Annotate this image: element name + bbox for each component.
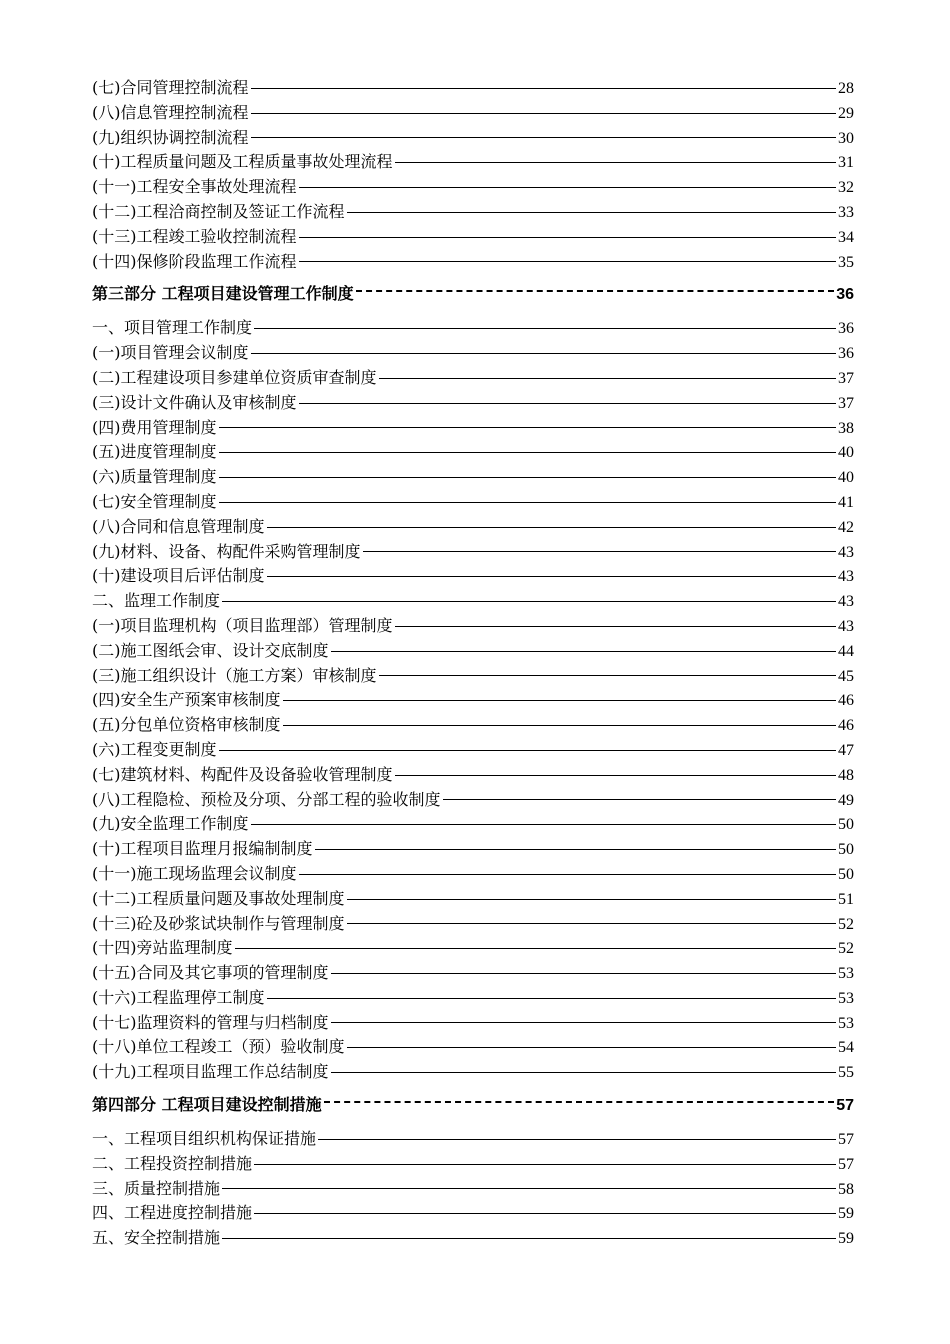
toc-page-number: 37 bbox=[838, 394, 854, 412]
toc-entry-title: (三)设计文件确认及审核制度 bbox=[92, 392, 297, 412]
toc-entry-title: (五)分包单位资格审核制度 bbox=[92, 715, 281, 735]
toc-page-number: 53 bbox=[838, 989, 854, 1007]
toc-entry-title: (九)安全监理工作制度 bbox=[92, 814, 249, 834]
toc-page-number: 47 bbox=[838, 741, 854, 759]
toc-page-number: 57 bbox=[838, 1131, 854, 1149]
toc-leader-line bbox=[267, 575, 837, 577]
toc-entry-title: (十二)工程质量问题及事故处理制度 bbox=[92, 888, 345, 908]
toc-leader-line bbox=[222, 1187, 836, 1189]
toc-entry[interactable] bbox=[92, 589, 854, 614]
toc-page-number: 29 bbox=[838, 104, 854, 122]
toc-entry-title: 三、质量控制措施 bbox=[92, 1178, 221, 1198]
toc-entry-title: (十四)旁站监理制度 bbox=[92, 938, 233, 958]
toc-entry-title: (十二)工程洽商控制及签证工作流程 bbox=[92, 201, 345, 221]
toc-entry[interactable] bbox=[92, 391, 854, 416]
toc-entry[interactable] bbox=[92, 200, 854, 225]
toc-entry-title: (八)工程隐检、预检及分项、分部工程的验收制度 bbox=[92, 789, 441, 809]
toc-page-number: 57 bbox=[836, 1097, 854, 1115]
toc-leader-line bbox=[363, 550, 837, 552]
toc-leader-line bbox=[347, 898, 837, 900]
toc-leader-line bbox=[347, 922, 837, 924]
toc-page-number: 58 bbox=[838, 1180, 854, 1198]
toc-entry-title: 第四部分 工程项目建设控制措施 bbox=[92, 1095, 322, 1115]
toc-page-number: 40 bbox=[838, 469, 854, 487]
toc-entry[interactable] bbox=[92, 1127, 854, 1152]
toc-page-number: 35 bbox=[838, 253, 854, 271]
toc-page-number: 50 bbox=[838, 841, 854, 859]
toc-leader-line bbox=[283, 724, 837, 726]
toc-entry[interactable] bbox=[92, 639, 854, 664]
toc-entry[interactable] bbox=[92, 250, 854, 275]
toc-page-number: 34 bbox=[838, 228, 854, 246]
toc-entry-title: (二)工程建设项目参建单位资质审查制度 bbox=[92, 367, 377, 387]
toc-entry[interactable] bbox=[92, 688, 854, 713]
toc-entry[interactable] bbox=[92, 713, 854, 738]
toc-page-number: 50 bbox=[838, 816, 854, 834]
toc-entry[interactable] bbox=[92, 812, 854, 837]
toc-entry[interactable] bbox=[92, 1201, 854, 1226]
toc-entry-title: (四)安全生产预案审核制度 bbox=[92, 690, 281, 710]
toc-entry-title: (九)组织协调控制流程 bbox=[92, 127, 249, 147]
toc-entry[interactable] bbox=[92, 738, 854, 763]
toc-entry-title: (九)材料、设备、构配件采购管理制度 bbox=[92, 541, 361, 561]
toc-entry[interactable] bbox=[92, 416, 854, 441]
toc-entry[interactable] bbox=[92, 316, 854, 341]
toc-entry[interactable] bbox=[92, 986, 854, 1011]
toc-entry[interactable] bbox=[92, 1035, 854, 1060]
toc-entry-title: (十九)工程项目监理工作总结制度 bbox=[92, 1062, 329, 1082]
toc-leader-line bbox=[299, 402, 837, 404]
toc-entry-title: 二、工程投资控制措施 bbox=[92, 1153, 253, 1173]
toc-page-number: 51 bbox=[838, 890, 854, 908]
toc-leader-line bbox=[379, 674, 837, 676]
toc-page-number: 43 bbox=[838, 543, 854, 561]
toc-entry[interactable] bbox=[92, 515, 854, 540]
toc-page-number: 53 bbox=[838, 965, 854, 983]
toc-entry[interactable] bbox=[92, 366, 854, 391]
toc-entry[interactable] bbox=[92, 175, 854, 200]
toc-page-number: 59 bbox=[838, 1230, 854, 1248]
toc-entry[interactable] bbox=[92, 887, 854, 912]
toc-entry[interactable] bbox=[92, 912, 854, 937]
toc-page-number: 43 bbox=[838, 593, 854, 611]
toc-entry[interactable] bbox=[92, 564, 854, 589]
toc-page-number: 54 bbox=[838, 1039, 854, 1057]
toc-entry-title: 一、项目管理工作制度 bbox=[92, 318, 253, 338]
toc-leader-line bbox=[219, 749, 837, 751]
toc-leader-line bbox=[283, 699, 837, 701]
toc-page-number: 36 bbox=[838, 320, 854, 338]
toc-entry-title: 五、安全控制措施 bbox=[92, 1228, 221, 1248]
toc-entry-title: (十)工程项目监理月报编制制度 bbox=[92, 839, 313, 859]
toc-page-number: 32 bbox=[838, 179, 854, 197]
toc-leader-line bbox=[219, 451, 837, 453]
toc-leader-line bbox=[331, 650, 837, 652]
toc-leader-line bbox=[395, 774, 837, 776]
toc-entry[interactable] bbox=[92, 614, 854, 639]
toc-leader-line bbox=[251, 136, 837, 138]
toc-entry-title: (十三)工程竣工验收控制流程 bbox=[92, 226, 297, 246]
toc-entry-title: (八)信息管理控制流程 bbox=[92, 102, 249, 122]
toc-page-number: 57 bbox=[838, 1155, 854, 1173]
toc-leader-line bbox=[443, 798, 837, 800]
toc-page-number: 43 bbox=[838, 617, 854, 635]
toc-page-number: 52 bbox=[838, 940, 854, 958]
toc-page-number: 28 bbox=[838, 80, 854, 97]
toc-page-number: 43 bbox=[838, 568, 854, 586]
toc-entry[interactable] bbox=[92, 788, 854, 813]
toc-leader-line bbox=[254, 1212, 836, 1214]
toc-entry[interactable] bbox=[92, 961, 854, 986]
toc-leader-line bbox=[347, 211, 837, 213]
toc-entry[interactable] bbox=[92, 862, 854, 887]
toc-leader-line bbox=[267, 997, 837, 999]
toc-entry[interactable] bbox=[92, 1177, 854, 1202]
toc-leader-line bbox=[251, 352, 837, 354]
toc-entry-title: (十四)保修阶段监理工作流程 bbox=[92, 251, 297, 271]
toc-leader-line bbox=[235, 947, 837, 949]
toc-entry-title: (一)项目监理机构（项目监理部）管理制度 bbox=[92, 615, 393, 635]
toc-entry[interactable] bbox=[92, 936, 854, 961]
toc-leader-line bbox=[315, 848, 837, 850]
toc-leader-line bbox=[331, 1071, 837, 1073]
toc-leader-line bbox=[379, 377, 837, 379]
toc-entry[interactable] bbox=[92, 490, 854, 515]
toc-entry-title: (五)进度管理制度 bbox=[92, 442, 217, 462]
toc-entry-title: 二、监理工作制度 bbox=[92, 591, 221, 611]
toc-entry-title: (四)费用管理制度 bbox=[92, 417, 217, 437]
toc-leader-line bbox=[395, 161, 837, 163]
toc-entry[interactable] bbox=[92, 664, 854, 689]
toc-leader-line bbox=[251, 87, 837, 89]
toc-page-number: 36 bbox=[838, 345, 854, 363]
toc-entry[interactable] bbox=[92, 1226, 854, 1251]
toc-entry-title: (七)建筑材料、构配件及设备验收管理制度 bbox=[92, 764, 393, 784]
toc-page-number: 53 bbox=[838, 1014, 854, 1032]
toc-entry[interactable] bbox=[92, 126, 854, 151]
toc-leader-line bbox=[222, 600, 836, 602]
toc-page-number: 45 bbox=[838, 667, 854, 685]
toc-leader-line bbox=[318, 1138, 836, 1140]
toc-leader-line bbox=[324, 1101, 835, 1103]
toc-leader-line bbox=[251, 823, 837, 825]
toc-entry[interactable] bbox=[92, 341, 854, 366]
toc-entry-title: (十六)工程监理停工制度 bbox=[92, 987, 265, 1007]
toc-page-number: 36 bbox=[836, 286, 854, 304]
toc-leader-line bbox=[254, 327, 836, 329]
toc-entry-title: (十)工程质量问题及工程质量事故处理流程 bbox=[92, 152, 393, 172]
toc-page-number: 55 bbox=[838, 1064, 854, 1082]
toc-page-number: 50 bbox=[838, 865, 854, 883]
toc-page-number: 46 bbox=[838, 717, 854, 735]
toc-page-number: 44 bbox=[838, 642, 854, 660]
toc-leader-line bbox=[356, 290, 835, 292]
toc-entry-title: (十八)单位工程竣工（预）验收制度 bbox=[92, 1037, 345, 1057]
toc-page-number: 40 bbox=[838, 444, 854, 462]
toc-entry-title: 四、工程进度控制措施 bbox=[92, 1203, 253, 1223]
toc-entry[interactable] bbox=[92, 540, 854, 565]
toc-leader-line bbox=[299, 236, 837, 238]
toc-entry-title: (六)质量管理制度 bbox=[92, 467, 217, 487]
toc-page-number: 31 bbox=[838, 154, 854, 172]
toc-leader-line bbox=[299, 873, 837, 875]
toc-leader-line bbox=[331, 1021, 837, 1023]
toc-entry[interactable] bbox=[92, 763, 854, 788]
toc-leader-line bbox=[219, 476, 837, 478]
toc-entry[interactable] bbox=[92, 76, 854, 101]
toc-page-number: 38 bbox=[838, 419, 854, 437]
toc-entry[interactable] bbox=[92, 1152, 854, 1177]
toc-leader-line bbox=[299, 186, 837, 188]
toc-entry[interactable] bbox=[92, 1011, 854, 1036]
toc-entry[interactable] bbox=[92, 101, 854, 126]
toc-entry-title: (二)施工图纸会审、设计交底制度 bbox=[92, 640, 329, 660]
toc-page-number: 49 bbox=[838, 791, 854, 809]
toc-leader-line bbox=[395, 625, 837, 627]
toc-entry-title: (十五)合同及其它事项的管理制度 bbox=[92, 963, 329, 983]
toc-leader-line bbox=[347, 1046, 837, 1048]
toc-leader-line bbox=[219, 501, 837, 503]
toc-entry-title: (七)合同管理控制流程 bbox=[92, 78, 249, 97]
toc-entry-title: 一、工程项目组织机构保证措施 bbox=[92, 1129, 317, 1149]
toc-entry[interactable] bbox=[92, 465, 854, 490]
toc-page-number: 33 bbox=[838, 203, 854, 221]
toc-page-number: 30 bbox=[838, 129, 854, 147]
toc-entry-title: (一)项目管理会议制度 bbox=[92, 343, 249, 363]
toc-page-number: 48 bbox=[838, 766, 854, 784]
toc-leader-line bbox=[299, 260, 837, 262]
table-of-contents bbox=[92, 76, 854, 1251]
toc-entry-title: (十七)监理资料的管理与归档制度 bbox=[92, 1012, 329, 1032]
toc-section-heading[interactable] bbox=[92, 1093, 854, 1117]
toc-section-heading[interactable] bbox=[92, 282, 854, 306]
toc-page-number: 46 bbox=[838, 692, 854, 710]
toc-leader-line bbox=[331, 972, 837, 974]
toc-page-number: 41 bbox=[838, 493, 854, 511]
toc-entry-title: (六)工程变更制度 bbox=[92, 739, 217, 759]
toc-entry-title: 第三部分 工程项目建设管理工作制度 bbox=[92, 284, 354, 304]
toc-entry[interactable] bbox=[92, 837, 854, 862]
toc-entry[interactable] bbox=[92, 225, 854, 250]
toc-leader-line bbox=[254, 1163, 836, 1165]
toc-entry[interactable] bbox=[92, 150, 854, 175]
toc-entry[interactable] bbox=[92, 440, 854, 465]
toc-entry-title: (八)合同和信息管理制度 bbox=[92, 516, 265, 536]
toc-leader-line bbox=[219, 426, 837, 428]
toc-entry-title: (十)建设项目后评估制度 bbox=[92, 566, 265, 586]
toc-leader-line bbox=[222, 1237, 836, 1239]
toc-page-number: 37 bbox=[838, 369, 854, 387]
toc-page-number: 59 bbox=[838, 1205, 854, 1223]
toc-leader-line bbox=[251, 112, 837, 114]
toc-entry-title: (三)施工组织设计（施工方案）审核制度 bbox=[92, 665, 377, 685]
toc-entry[interactable] bbox=[92, 1060, 854, 1085]
toc-leader-line bbox=[267, 526, 837, 528]
toc-page-number: 52 bbox=[838, 915, 854, 933]
toc-entry-title: (十三)砼及砂浆试块制作与管理制度 bbox=[92, 913, 345, 933]
toc-entry-title: (十一)工程安全事故处理流程 bbox=[92, 177, 297, 197]
toc-entry-title: (十一)施工现场监理会议制度 bbox=[92, 863, 297, 883]
toc-entry-title: (七)安全管理制度 bbox=[92, 491, 217, 511]
toc-page-number: 42 bbox=[838, 518, 854, 536]
